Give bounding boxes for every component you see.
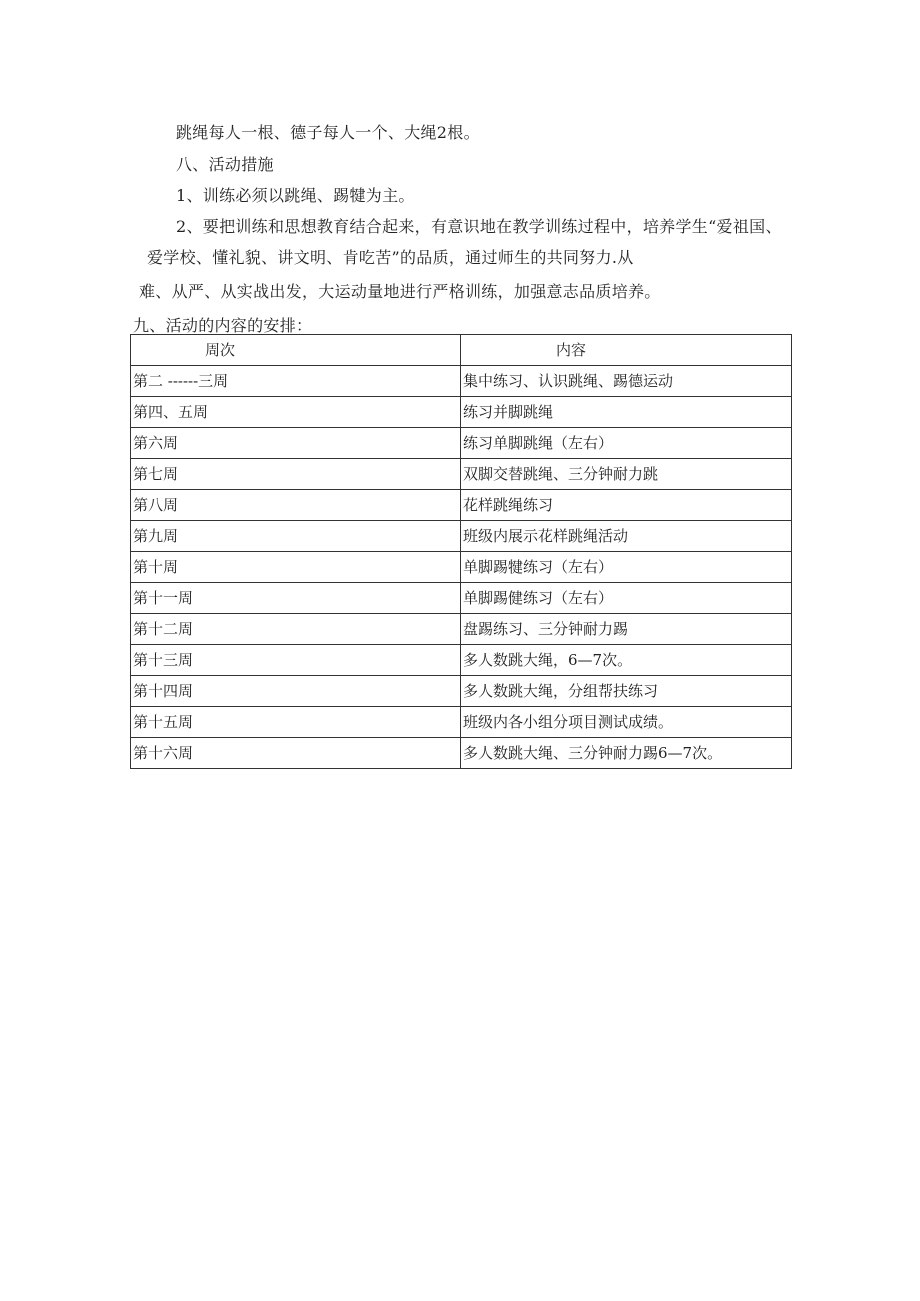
header-week: 周次 [131, 335, 461, 366]
equipment-paragraph: 跳绳每人一根、德子每人一个、大绳2根。 [176, 123, 480, 142]
content-cell: 花样跳绳练习 [461, 490, 792, 521]
content-cell: 多人数跳大绳，6—7次。 [461, 645, 792, 676]
content-cell: 集中练习、认识跳绳、踢德运动 [461, 366, 792, 397]
table-row [131, 366, 792, 397]
section-8-heading: 八、活动措施 [176, 155, 274, 174]
table-header-row [131, 335, 792, 366]
table-row [131, 428, 792, 459]
week-cell: 第四、五周 [131, 397, 461, 428]
content-cell: 单脚踢犍练习（左右） [461, 552, 792, 583]
table-row [131, 707, 792, 738]
week-cell: 第十二周 [131, 614, 461, 645]
content-cell: 盘踢练习、三分钟耐力踢 [461, 614, 792, 645]
week-cell: 第七周 [131, 459, 461, 490]
table-row [131, 552, 792, 583]
week-cell: 第二 ------三周 [131, 366, 461, 397]
week-cell: 第十周 [131, 552, 461, 583]
table-row [131, 459, 792, 490]
week-cell: 第十四周 [131, 676, 461, 707]
section-9-heading: 九、活动的内容的安排： [133, 316, 313, 335]
measure-2-line-3: 难、从严、从实战出发，大运动量地进行严格训练，加强意志品质培养。 [139, 282, 661, 301]
week-cell: 第九周 [131, 521, 461, 552]
week-cell: 第八周 [131, 490, 461, 521]
table-row [131, 583, 792, 614]
content-cell: 班级内各小组分项目测试成绩。 [461, 707, 792, 738]
header-content: 内容 [461, 335, 792, 366]
table-row [131, 645, 792, 676]
measure-2-line-2: 爱学校、懂礼貌、讲文明、肯吃苦”的品质，通过师生的共同努力.从 [147, 248, 634, 267]
week-cell: 第十一周 [131, 583, 461, 614]
content-cell: 班级内展示花样跳绳活动 [461, 521, 792, 552]
table-row [131, 676, 792, 707]
content-cell: 练习并脚跳绳 [461, 397, 792, 428]
measure-1-paragraph: 1、训练必须以跳绳、踢犍为主。 [176, 186, 415, 205]
content-cell: 多人数跳大绳，分组帮扶练习 [461, 676, 792, 707]
week-cell: 第十三周 [131, 645, 461, 676]
week-cell: 第十五周 [131, 707, 461, 738]
content-cell: 单脚踢健练习（左右） [461, 583, 792, 614]
week-cell: 第六周 [131, 428, 461, 459]
table-row [131, 490, 792, 521]
measure-2-line-1: 2、要把训练和思想教育结合起来，有意识地在教学训练过程中，培养学生“爱祖国、 [176, 217, 782, 236]
table-row [131, 521, 792, 552]
content-cell: 练习单脚跳绳（左右） [461, 428, 792, 459]
table-row [131, 614, 792, 645]
week-cell: 第十六周 [131, 738, 461, 769]
content-cell: 多人数跳大绳、三分钟耐力踢6—7次。 [461, 738, 792, 769]
table-row [131, 738, 792, 769]
activity-schedule-table [130, 334, 792, 769]
table-row [131, 397, 792, 428]
content-cell: 双脚交替跳绳、三分钟耐力跳 [461, 459, 792, 490]
